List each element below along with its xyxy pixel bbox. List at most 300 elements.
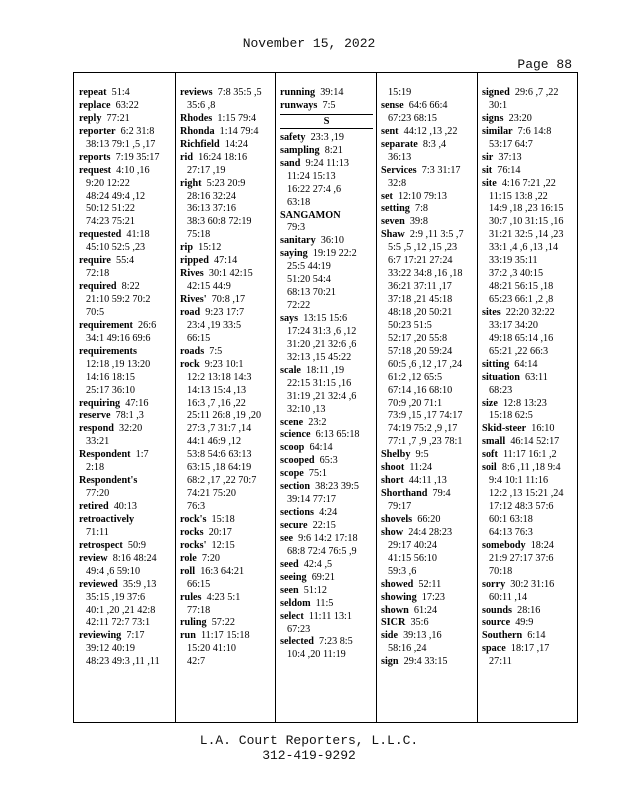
- page-line-refs: 48:18 ,20 50:21: [388, 306, 453, 318]
- index-entry-continuation: [79, 139, 172, 152]
- index-term: saying: [280, 248, 308, 260]
- index-entry-continuation: [180, 216, 272, 229]
- index-entry-continuation: [180, 462, 272, 475]
- page-line-refs: 30:2 31:16: [510, 578, 555, 590]
- page-line-refs: 29:4 33:15: [403, 656, 448, 668]
- page-line-refs: 33:1 ,4 ,6 ,13 ,14: [489, 242, 559, 254]
- index-term: Shorthand: [381, 488, 428, 500]
- index-entry: [280, 248, 373, 261]
- page-line-refs: 42:11 72:7 73:1: [86, 617, 151, 629]
- page-line-refs: 61:24: [413, 604, 438, 616]
- word-index-frame: [73, 72, 578, 723]
- index-entry-continuation: [381, 242, 474, 255]
- page-line-refs: 41:15 56:10: [388, 552, 437, 564]
- index-entry: [79, 229, 172, 242]
- index-entry: [280, 507, 373, 520]
- page-line-refs: 39:14: [320, 87, 344, 98]
- page-line-refs: 63:22: [115, 99, 139, 111]
- page-line-refs: 40:1 ,20 ,21 42:8: [86, 604, 156, 616]
- index-entry-continuation: [180, 449, 272, 462]
- index-entry-continuation: [482, 255, 575, 268]
- index-entry-continuation: [180, 488, 272, 501]
- page-line-refs: 39:8: [409, 216, 428, 228]
- index-term: rules: [180, 591, 202, 603]
- index-term: small: [482, 436, 506, 448]
- index-entry: [180, 139, 272, 152]
- index-entry: [482, 113, 575, 126]
- page-line-refs: 70:18: [489, 565, 513, 577]
- index-term: sanitary: [280, 235, 316, 247]
- index-term: side: [381, 630, 398, 642]
- index-entry: [280, 210, 373, 223]
- page-line-refs: 15:20 41:10: [187, 643, 236, 655]
- page-line-refs: 11:17 16:1 ,2: [502, 449, 557, 461]
- page-line-refs: 8:22: [121, 281, 140, 293]
- page-line-refs: 63:18: [287, 196, 311, 208]
- page-line-refs: 33:21: [86, 436, 110, 448]
- page-line-refs: 4:16 7:21 ,22: [501, 177, 556, 189]
- index-entry-continuation: [280, 274, 373, 287]
- index-entry: [280, 572, 373, 585]
- page-line-refs: 37:18 ,21 45:18: [388, 294, 453, 305]
- page-line-refs: 15:12: [198, 242, 222, 254]
- page-line-refs: 26:6: [138, 319, 157, 331]
- index-entry: [79, 514, 172, 527]
- index-entry: [280, 417, 373, 430]
- page-line-refs: 12:15: [211, 539, 235, 551]
- index-entry-continuation: [482, 320, 575, 333]
- index-entry-continuation: [79, 216, 172, 229]
- index-term: shoot: [381, 462, 405, 474]
- index-entry-continuation: [381, 320, 474, 333]
- page-line-refs: 5:5 ,5 ,12 ,15 ,23: [388, 242, 458, 254]
- index-entry-continuation: [482, 139, 575, 152]
- page-line-refs: 7:19 35:17: [115, 151, 160, 163]
- index-entry-continuation: [381, 268, 474, 281]
- page-line-refs: 77:21: [106, 112, 130, 124]
- page-line-refs: 72:22: [287, 300, 311, 312]
- index-term: right: [180, 177, 202, 189]
- page-line-refs: 77:20: [86, 488, 110, 500]
- page-line-refs: 37:2 ,3 40:15: [489, 268, 544, 280]
- page-line-refs: 70:5: [86, 306, 105, 318]
- index-entry-continuation: [280, 649, 373, 662]
- index-entry: [280, 100, 373, 113]
- index-term: scoop: [280, 442, 305, 454]
- page-line-refs: 22:15 31:15 ,16: [287, 377, 352, 389]
- page-line-refs: 9:20 12:22: [86, 177, 130, 189]
- page-line-refs: 22:20 32:22: [505, 306, 555, 318]
- index-entry: [280, 235, 373, 248]
- page-line-refs: 17:12 48:3 57:6: [489, 501, 554, 512]
- index-entry-continuation: [79, 462, 172, 475]
- page-line-refs: 69:21: [311, 571, 335, 583]
- page-line-refs: 17:23: [421, 591, 445, 603]
- index-entry-continuation: [280, 404, 373, 417]
- index-term: rocks: [180, 526, 204, 538]
- page-line-refs: 57:18 ,20 59:24: [388, 345, 453, 357]
- page-line-refs: 12:18 ,19 13:20: [86, 358, 151, 370]
- page-line-refs: 7:5: [209, 345, 223, 357]
- page-line-refs: 36:21 37:11 ,17: [388, 281, 452, 293]
- index-term: rock's: [180, 513, 207, 525]
- page-line-refs: 32:8: [388, 177, 407, 189]
- page-line-refs: 24:4 28:23: [408, 526, 453, 538]
- page-line-refs: 8:21: [324, 144, 343, 156]
- page-line-refs: 79:4: [432, 488, 451, 500]
- index-entry-continuation: [79, 527, 172, 540]
- page-line-refs: 8:6 ,11 ,18 9:4: [501, 462, 561, 474]
- section-letter: S: [280, 114, 373, 129]
- index-entry-continuation: [381, 643, 474, 656]
- index-term: site: [482, 177, 497, 189]
- page-line-refs: 40:13: [113, 501, 137, 512]
- index-entry: [381, 462, 474, 475]
- page-line-refs: 16:10: [531, 423, 555, 435]
- index-term: reporter: [79, 125, 116, 137]
- index-term: reviewed: [79, 578, 118, 590]
- index-entry-continuation: [180, 475, 272, 488]
- page-line-refs: 7:8 35:5 ,5: [217, 87, 262, 98]
- index-entry: [180, 126, 272, 139]
- index-term: rock: [180, 358, 200, 370]
- page-line-refs: 9:23 17:7: [205, 306, 245, 318]
- page-line-refs: 33:19 35:11: [489, 255, 538, 267]
- index-entry: [381, 216, 474, 229]
- index-term: seldom: [280, 597, 311, 609]
- index-term: Shelby: [381, 449, 411, 461]
- index-entry-continuation: [482, 488, 575, 501]
- index-term: secure: [280, 520, 308, 531]
- index-entry-continuation: [79, 643, 172, 656]
- page-line-refs: 4:24: [319, 507, 338, 519]
- page-line-refs: 23:3 ,19: [310, 131, 344, 143]
- index-entry: [180, 630, 272, 643]
- page-line-refs: 34:1 49:16 69:6: [86, 332, 151, 344]
- index-entry-continuation: [180, 191, 272, 204]
- index-entry: [280, 468, 373, 481]
- index-entry-continuation: [180, 333, 272, 346]
- page-line-refs: 44:1 46:9 ,12: [187, 436, 242, 448]
- page-line-refs: 7:23 8:5: [319, 636, 353, 648]
- index-term: sections: [280, 507, 314, 519]
- index-entry: [180, 592, 272, 605]
- index-entry-continuation: [381, 398, 474, 411]
- index-entry-continuation: [482, 281, 575, 294]
- index-term: Rives: [180, 268, 204, 280]
- page-line-refs: 1:7: [135, 449, 149, 461]
- index-term: sir: [482, 151, 494, 163]
- index-entry: [482, 436, 575, 449]
- index-entry: [381, 527, 474, 540]
- index-term: soil: [482, 462, 497, 474]
- index-entry-continuation: [381, 566, 474, 579]
- index-entry-continuation: [79, 656, 172, 669]
- index-entry-continuation: [381, 359, 474, 372]
- index-entry: [280, 559, 373, 572]
- index-entry-continuation: [482, 385, 575, 398]
- column-divider: [477, 73, 478, 722]
- index-entry: [180, 255, 272, 268]
- index-entry: [280, 455, 373, 468]
- index-entry-continuation: [381, 294, 474, 307]
- page-line-refs: 4:23 5:1: [206, 591, 241, 603]
- index-entry-continuation: [180, 410, 272, 423]
- page-line-refs: 7:3 31:17: [421, 164, 461, 176]
- page-line-refs: 63:15 ,18 64:19: [187, 462, 252, 474]
- page-line-refs: 12:8 13:23: [502, 397, 547, 409]
- index-entry-continuation: [381, 410, 474, 423]
- index-entry-continuation: [180, 165, 272, 178]
- index-term: sitting: [482, 358, 510, 370]
- page-line-refs: 48:24 49:4 ,12: [86, 190, 146, 202]
- index-entry-continuation: [180, 229, 272, 242]
- page-line-refs: 25:5 44:19: [287, 261, 331, 273]
- index-entry-continuation: [381, 346, 474, 359]
- page-line-refs: 10:4 ,20 11:19: [287, 649, 346, 661]
- index-entry: [79, 126, 172, 139]
- page-line-refs: 7:8: [414, 203, 428, 215]
- page-line-refs: 1:14 79:4: [219, 125, 259, 137]
- page-line-refs: 49:18 65:14 ,16: [489, 332, 554, 344]
- index-column-1: [79, 87, 172, 669]
- page-line-refs: 42:7: [187, 656, 206, 668]
- page-line-refs: 44:11 ,13: [408, 475, 447, 487]
- page-line-refs: 7:6 14:8: [517, 125, 552, 137]
- page-line-refs: 35:6 ,8: [187, 99, 216, 111]
- page-line-refs: 30:7 ,10 31:15 ,16: [489, 216, 564, 228]
- index-term: replace: [79, 99, 111, 111]
- page-line-refs: 68:23: [489, 384, 513, 396]
- page-line-refs: 76:3: [187, 501, 206, 512]
- index-term: separate: [381, 138, 418, 150]
- index-term: select: [280, 610, 304, 622]
- index-entry: [79, 449, 172, 462]
- index-entry-continuation: [381, 553, 474, 566]
- page-line-refs: 12:2 ,13 15:21 ,24: [489, 488, 564, 500]
- index-entry: [381, 203, 474, 216]
- index-entry-continuation: [482, 527, 575, 540]
- index-term: sit: [482, 164, 493, 176]
- index-entry-continuation: [482, 592, 575, 605]
- index-term: Rhonda: [180, 125, 215, 137]
- index-entry-continuation: [79, 617, 172, 630]
- index-entry-continuation: [79, 488, 172, 501]
- index-term: runways: [280, 99, 318, 111]
- index-term: see: [280, 532, 294, 544]
- page-line-refs: 6:13 65:18: [315, 429, 360, 441]
- index-entry: [280, 611, 373, 624]
- page-line-refs: 36:13: [388, 151, 412, 163]
- page-line-refs: 38:3 60:8 72:19: [187, 216, 252, 228]
- index-entry: [79, 100, 172, 113]
- index-entry: [79, 540, 172, 553]
- index-entry-continuation: [79, 178, 172, 191]
- index-entry-continuation: [79, 605, 172, 618]
- index-term: source: [482, 617, 511, 629]
- index-entry: [381, 656, 474, 669]
- index-entry: [79, 113, 172, 126]
- page-line-refs: 68:13 70:21: [287, 287, 336, 299]
- index-entry-continuation: [482, 268, 575, 281]
- column-divider: [175, 73, 176, 722]
- page-line-refs: 48:23 49:3 ,11 ,11: [86, 656, 160, 668]
- index-entry: [482, 359, 575, 372]
- index-entry-continuation: [180, 579, 272, 592]
- index-entry: [280, 313, 373, 326]
- index-entry: [482, 462, 575, 475]
- index-entry: [280, 598, 373, 611]
- index-entry: [79, 165, 172, 178]
- page-line-refs: 12:10 79:13: [397, 190, 447, 202]
- index-entry: [280, 636, 373, 649]
- page-line-refs: 22:15: [312, 520, 336, 531]
- index-entry-continuation: [180, 501, 272, 514]
- page-line-refs: 39:12 40:19: [86, 643, 135, 655]
- index-entry-continuation: [280, 326, 373, 339]
- page-line-refs: 14:16 18:15: [86, 371, 135, 383]
- index-entry: [381, 165, 474, 178]
- index-entry-continuation: [79, 566, 172, 579]
- page-line-refs: 66:15: [187, 578, 211, 590]
- index-column-5: [482, 87, 575, 669]
- index-term: reserve: [79, 410, 111, 422]
- index-term: size: [482, 397, 498, 409]
- page-line-refs: 32:13 ,15 45:22: [287, 351, 352, 363]
- page-line-refs: 36:10: [320, 235, 344, 247]
- index-entry: [79, 579, 172, 592]
- index-entry: [180, 540, 272, 553]
- index-term: signs: [482, 112, 504, 124]
- index-term: Respondent: [79, 449, 131, 461]
- index-term: short: [381, 475, 404, 487]
- index-entry-continuation: [180, 423, 272, 436]
- index-term: scope: [280, 468, 304, 480]
- page-line-refs: 65:3: [319, 455, 338, 467]
- index-term: sand: [280, 157, 301, 169]
- index-entry-continuation: [280, 261, 373, 274]
- index-entry-continuation: [381, 152, 474, 165]
- index-term: showing: [381, 591, 417, 603]
- page-line-refs: 50:12 51:22: [86, 203, 135, 215]
- index-term: role: [180, 552, 197, 564]
- index-entry: [79, 553, 172, 566]
- page-line-refs: 66:20: [417, 513, 441, 525]
- page-line-refs: 11:5: [315, 597, 334, 609]
- index-entry: [280, 158, 373, 171]
- page-line-refs: 8:16 48:24: [112, 552, 157, 564]
- index-entry: [482, 579, 575, 592]
- index-entry-continuation: [79, 203, 172, 216]
- page-line-refs: 44:12 ,13 ,22: [403, 125, 458, 137]
- index-term: science: [280, 429, 311, 441]
- page-line-refs: 49:9: [515, 617, 534, 629]
- column-divider: [275, 73, 276, 722]
- index-entry-continuation: [180, 656, 272, 669]
- index-term: rid: [180, 151, 194, 163]
- page-line-refs: 7:20: [201, 552, 221, 564]
- index-entry-continuation: [280, 352, 373, 365]
- index-entry: [482, 630, 575, 643]
- index-term: SICR: [381, 617, 406, 629]
- page-line-refs: 19:19 22:2: [312, 248, 357, 260]
- index-entry: [381, 100, 474, 113]
- index-term: reviewing: [79, 630, 122, 642]
- index-term: requested: [79, 229, 122, 241]
- index-entry: [381, 139, 474, 152]
- index-entry: [482, 126, 575, 139]
- page-line-refs: 71:11: [86, 526, 109, 538]
- index-entry: [381, 605, 474, 618]
- page-line-refs: 16:24 18:16: [198, 151, 248, 163]
- index-term: Rives': [180, 294, 207, 305]
- index-entry-continuation: [180, 605, 272, 618]
- index-entry: [280, 481, 373, 494]
- page-line-refs: 25:11 26:8 ,19 ,20: [187, 410, 262, 422]
- index-term: running: [280, 87, 316, 98]
- page-line-refs: 79:17: [388, 501, 412, 512]
- index-term: somebody: [482, 539, 526, 551]
- index-entry-continuation: [79, 372, 172, 385]
- index-entry: [381, 488, 474, 501]
- page-line-refs: 49:4 ,6 59:10: [86, 565, 141, 577]
- index-term: shown: [381, 604, 409, 616]
- index-entry: [180, 359, 272, 372]
- page-line-refs: 77:18: [187, 604, 211, 616]
- page-line-refs: 5:23 20:9: [206, 177, 246, 189]
- page-line-refs: 33:17 34:20: [489, 319, 538, 331]
- index-term: scooped: [280, 455, 315, 467]
- page-line-refs: 72:18: [86, 268, 110, 280]
- page-line-refs: 6:2 31:8: [120, 125, 155, 137]
- page-line-refs: 31:19 ,21 32:4 ,6: [287, 390, 357, 402]
- index-column-2: [180, 87, 272, 669]
- index-entry-continuation: [482, 191, 575, 204]
- page-line-refs: 64:14: [514, 358, 538, 370]
- index-entry: [79, 346, 172, 359]
- page-line-refs: 53:17 64:7: [489, 138, 533, 150]
- page-line-refs: 63:11: [525, 371, 548, 383]
- index-entry: [180, 617, 272, 630]
- page-line-refs: 51:20 54:4: [287, 274, 331, 286]
- index-term: rocks': [180, 539, 207, 551]
- index-entry-continuation: [482, 475, 575, 488]
- page-line-refs: 32:10 ,13: [287, 403, 326, 415]
- index-entry-continuation: [482, 229, 575, 242]
- index-entry-continuation: [482, 514, 575, 527]
- index-term: rip: [180, 242, 194, 254]
- index-entry: [280, 533, 373, 546]
- index-entry: [180, 152, 272, 165]
- index-entry-continuation: [280, 287, 373, 300]
- index-entry: [79, 475, 172, 488]
- page-line-refs: 41:18: [126, 229, 150, 241]
- index-entry: [482, 307, 575, 320]
- index-term: sorry: [482, 578, 506, 590]
- page-line-refs: 76:14: [497, 164, 521, 176]
- index-entry: [381, 617, 474, 630]
- index-entry: [79, 423, 172, 436]
- index-entry: [180, 268, 272, 281]
- page-line-refs: 29:17 40:24: [388, 539, 437, 551]
- index-entry: [180, 87, 272, 100]
- page-line-refs: 6:7 17:21 27:24: [388, 255, 453, 267]
- index-entry: [280, 429, 373, 442]
- index-term: seed: [280, 558, 299, 570]
- index-entry-continuation: [79, 294, 172, 307]
- index-term: Services: [381, 164, 417, 176]
- page-line-refs: 79:3: [287, 222, 306, 234]
